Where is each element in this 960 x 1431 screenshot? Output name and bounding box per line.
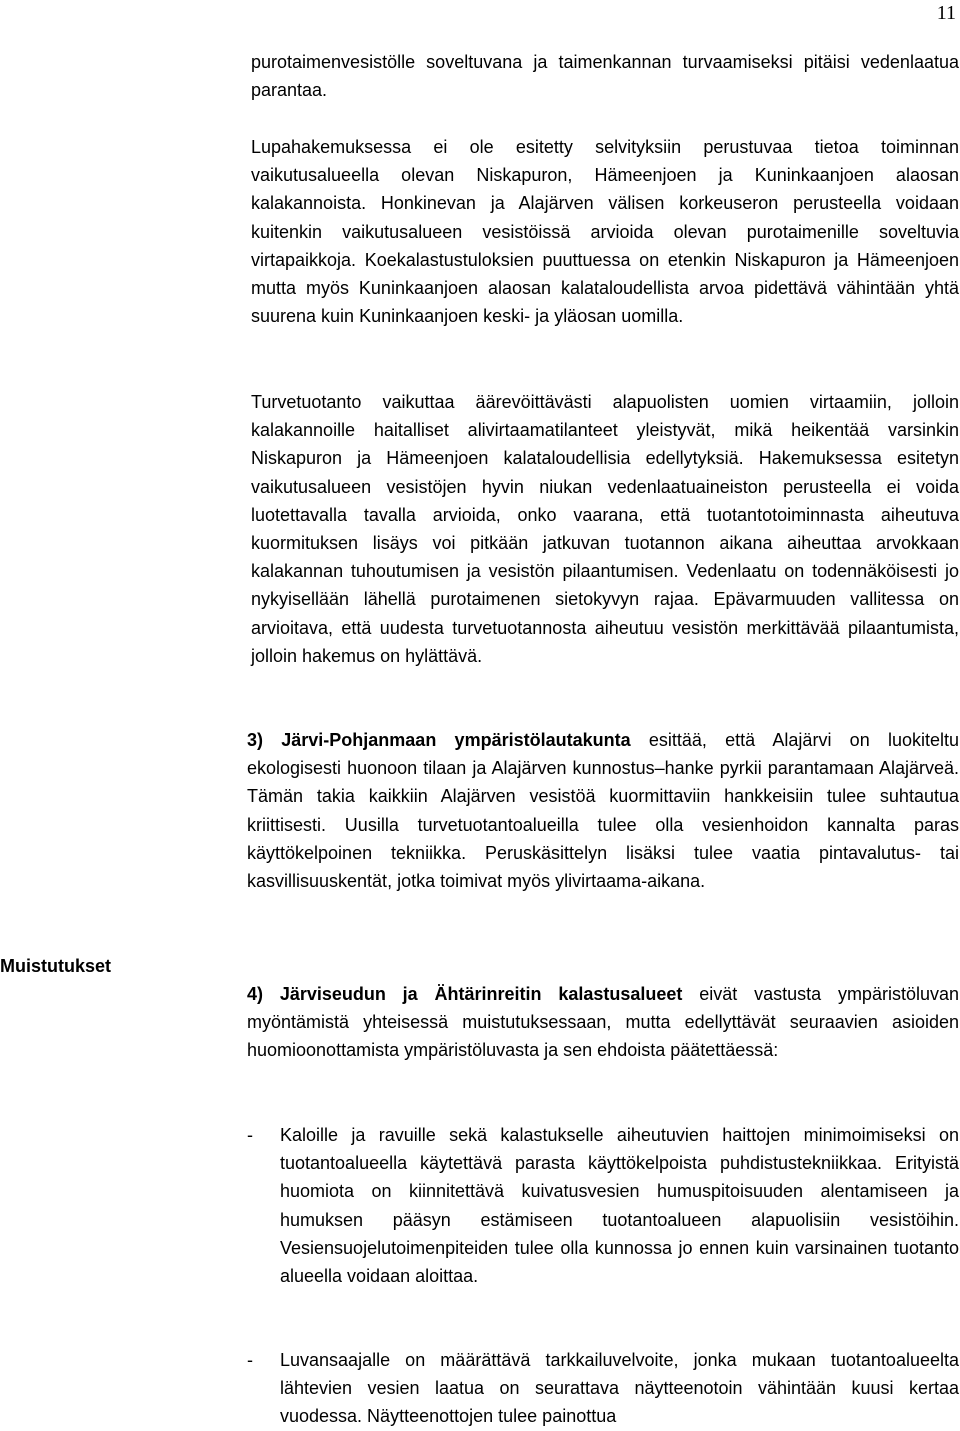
paragraph-4: [247, 726, 959, 895]
list-bullet: -: [247, 1125, 253, 1145]
paragraph-2: Lupahakemuksessa ei ole esitetty selvityksiin perustuvaa tietoa toiminnan vaikutusalueella olevan Niskapuron, Hämeenjoen ja Kuninkaanjoen alaosan kalakannoista. Honkinevan ja Alajärven välisen korkeuseron perusteella voidaan kuitenkin vaikutusalueen vesistöissä arvioida olevan purotaimenille soveltuvia virtapaikkoja. Koekalastustuloksien puuttuessa on etenkin Niskapuron ja Hämeenjoen mutta myös Kuninkaanjoen alaosan kalataloudellista arvoa pidettävä vähintään yhtä suurena kuin Kuninkaanjoen keski- ja yläosan uomilla.: [251, 137, 959, 327]
paragraph-5-heading: 4) Järviseudun ja Ähtärinreitin kalastusalueet: [247, 984, 683, 1004]
margin-label: Muistutukset: [0, 956, 112, 976]
list-bullet: -: [247, 1350, 253, 1370]
list-item-text: Kaloille ja ravuille sekä kalastukselle aiheutuvien haittojen minimoimiseksi on tuotantoalueella käytettävä parasta käyttökelpoista puhdistustekniikkaa. Erityistä huomiota on kiinnitettävä kuivatusvesien humuspitoisuuden alentamiseen ja humuksen pääsyn estämiseen tuotantoalueen alapuolisiin vesistöihin. Vesiensuojelutoimenpiteiden tulee olla kunnossa jo ennen kuin varsinainen tuotanto alueella voidaan aloittaa.: [280, 1125, 959, 1287]
paragraph-4-body: esittää, että Alajärvi on luokiteltu ekologisesti huonoon tilaan ja Alajärven kunnostus–hanke pyrkii parantamaan Alajärveä. Tämän takia kaikkiin Alajärven vesistöä kuormittaviin hankkeisiin tulee suhtautua kriittisesti. Uusilla turvetuotantoalueilla tulee olla vesienhoidon kannalta paras käyttökelpoinen tekniikka. Peruskäsittelyn lisäksi tulee vaatia pintavalutus- tai kasvillisuuskentät, jotka toimivat myös ylivirtaama-aikana.: [247, 730, 959, 892]
paragraph-1: purotaimenvesistölle soveltuvana ja taimenkannan turvaamiseksi pitäisi vedenlaatua parantaa.: [251, 52, 959, 101]
list-item: [247, 1121, 959, 1290]
list-item-text: Luvansaajalle on määrättävä tarkkailuvelvoite, jonka mukaan tuotantoalueelta lähtevien vesien laatua on seurattava näytteenotoin vähintään kuusi kertaa vuodessa. Näytteenottojen tulee painottua: [280, 1350, 959, 1427]
list-item: [247, 1346, 959, 1431]
paragraph-5-body: eivät vastusta ympäristöluvan myöntämistä yhteisessä muistutuksessaan, mutta edellyttävät seuraavien asioiden huomioonottamista ympäristöluvasta ja sen ehdoista päätettäessä:: [247, 984, 959, 1061]
paragraph-3: Turvetuotanto vaikuttaa äärevöittävästi alapuolisten uomien virtaamiin, jolloin kalakannoille haitalliset alivirtaamatilanteet yleistyvät, mikä heikentää varsinkin Niskapuron ja Hämeenjoen kalataloudellisia edellytyksiä. Hakemuksessa esitetyn vaikutusalueen vesistöjen hyvin niukan vedenlaatuaineiston perusteella ei voida luotettavalla tavalla arvioida, onko vaarana, että tuotantotoiminnasta aiheutuva kuormituksen lisäys voi pitkään jatkuvan tuotannon aikana aiheuttaa arvokkaan kalakannan tuhoutumisen ja vesistön pilaantumisen. Vedenlaatu on todennäköisesti jo nykyisellään lähellä purotaimenen sietokyvyn rajaa. Epävarmuuden vallitessa on arvioitava, että uudesta turvetuotannosta aiheutuu vesistön merkittävää pilaantumista, jolloin hakemus on hylättävä.: [251, 392, 959, 666]
page-number: 11: [936, 2, 956, 24]
paragraph-4-heading: 3) Järvi-Pohjanmaan ympäristölautakunta: [247, 730, 631, 750]
paragraph-5: [247, 980, 959, 1065]
